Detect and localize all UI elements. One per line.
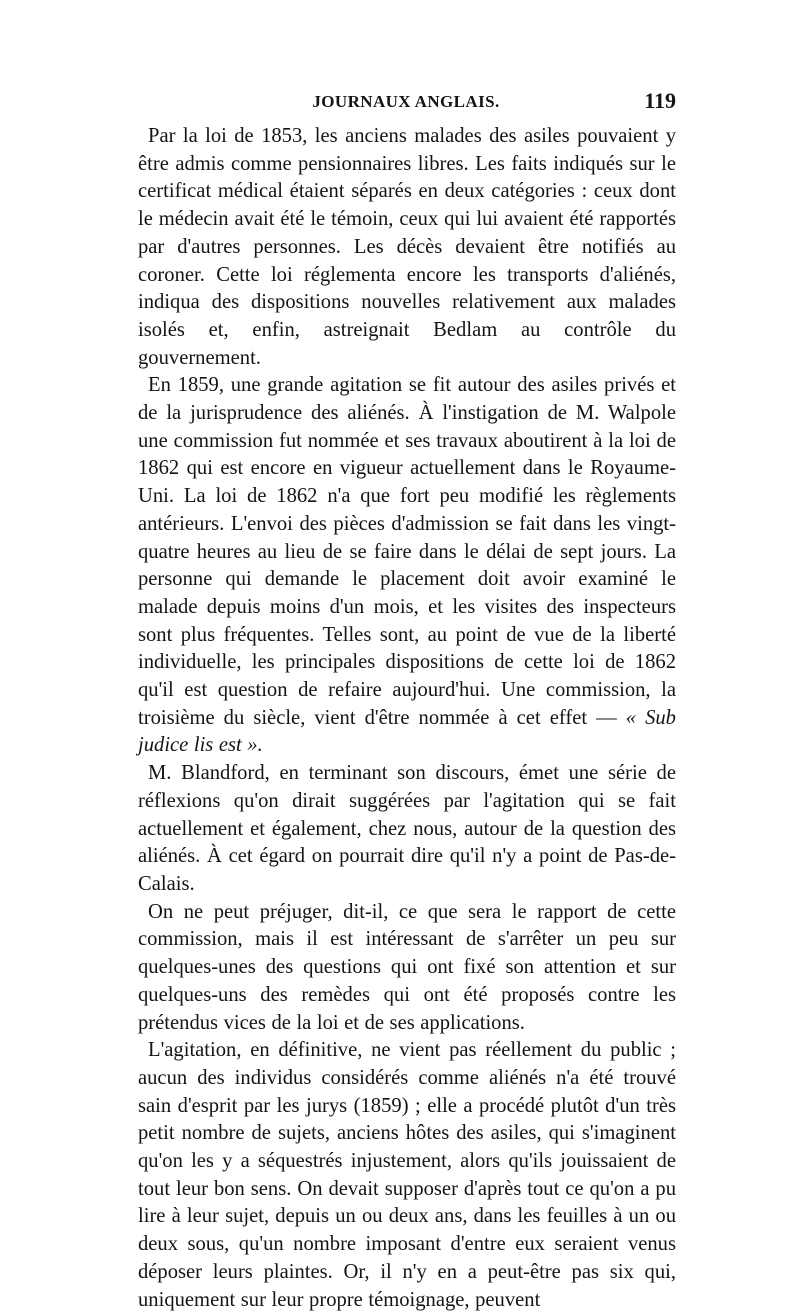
running-head <box>136 88 676 118</box>
paragraph-text: En 1859, une grande agitation se fit autour des asiles privés et de la jurisprudence des aliénés. À l'instigation de M. Walpole une commission fut nommée et ses travaux aboutirent à la loi de 1862 qui est encore en vigueur actuellement dans le Royaume-Uni. La loi de 1862 n'a que fort peu modifié les règlements antérieurs. L'envoi des pièces d'admission se fait dans les vingt-quatre heures au lieu de se faire dans le délai de sept jours. La personne qui demande le placement doit avoir examiné le malade depuis moins d'un mois, et les visites des inspecteurs sont plus fréquentes. Telles sont, au point de vue de la liberté individuelle, les principales dispositions de cette loi de 1862 qu'il est question de refaire aujourd'hui. Une commission, la troisième du siècle, vient d'être nommée à cet effet — <box>138 374 676 729</box>
paragraph-text: L'agitation, en définitive, ne vient pas réellement du public ; aucun des individus considérés comme aliénés n'a été trouvé sain d'esprit par les jurys (1859) ; elle a procédé plutôt d'un très petit nombre de sujets, anciens hôtes des asiles, qui s'imaginent qu'on les y a séquestrés injustement, alors qu'ils jouissaient de tout leur bon sens. On devait supposer d'après tout ce qu'on a pu lire à leur sujet, depuis un ou deux ans, dans les feuilles à un ou deux sous, qu'un nombre imposant d'entre eux seraient venus déposer leurs plaintes. Or, il n'y en a peut-être pas six qui, uniquement sur leur propre témoignage, peuvent <box>138 1039 676 1311</box>
paragraph <box>138 1037 676 1314</box>
paragraph <box>138 899 676 1038</box>
paragraph <box>138 123 676 372</box>
page-number: 119 <box>644 88 676 113</box>
paragraph <box>138 372 676 760</box>
latin-quotation: « Sub judice lis est ». <box>138 706 676 757</box>
running-title: JOURNAUX ANGLAIS. <box>312 92 500 111</box>
paragraph <box>138 760 676 899</box>
paragraph-text: M. Blandford, en terminant son discours, émet une série de réflexions qu'on dirait suggérées par l'agitation qui se fait actuellement et également, chez nous, autour de la question des aliénés. À cet égard on pourrait dire qu'il n'y a point de Pas-de-Calais. <box>138 762 676 895</box>
body-text <box>138 123 676 1314</box>
paragraph-text: On ne peut préjuger, dit-il, ce que sera le rapport de cette commission, mais il est intéressant de s'arrêter un peu sur quelques-unes des questions qui ont fixé son attention et sur quelques-uns des remèdes qui ont été proposés contre les prétendus vices de la loi et de ses applications. <box>138 900 676 1034</box>
paragraph-text: Par la loi de 1853, les anciens malades des asiles pouvaient y être admis comme pensionnaires libres. Les faits indiqués sur le certificat médical étaient séparés en deux catégories : ceux dont le médecin avait été le témoin, ceux qui lui avaient été rapportés par d'autres personnes. Les décès devaient être notifiés au coroner. Cette loi réglementa encore les transports d'aliénés, indiqua des dispositions nouvelles relativement aux malades isolés et, enfin, astreignait Bedlam au contrôle du gouvernement. <box>138 125 676 369</box>
